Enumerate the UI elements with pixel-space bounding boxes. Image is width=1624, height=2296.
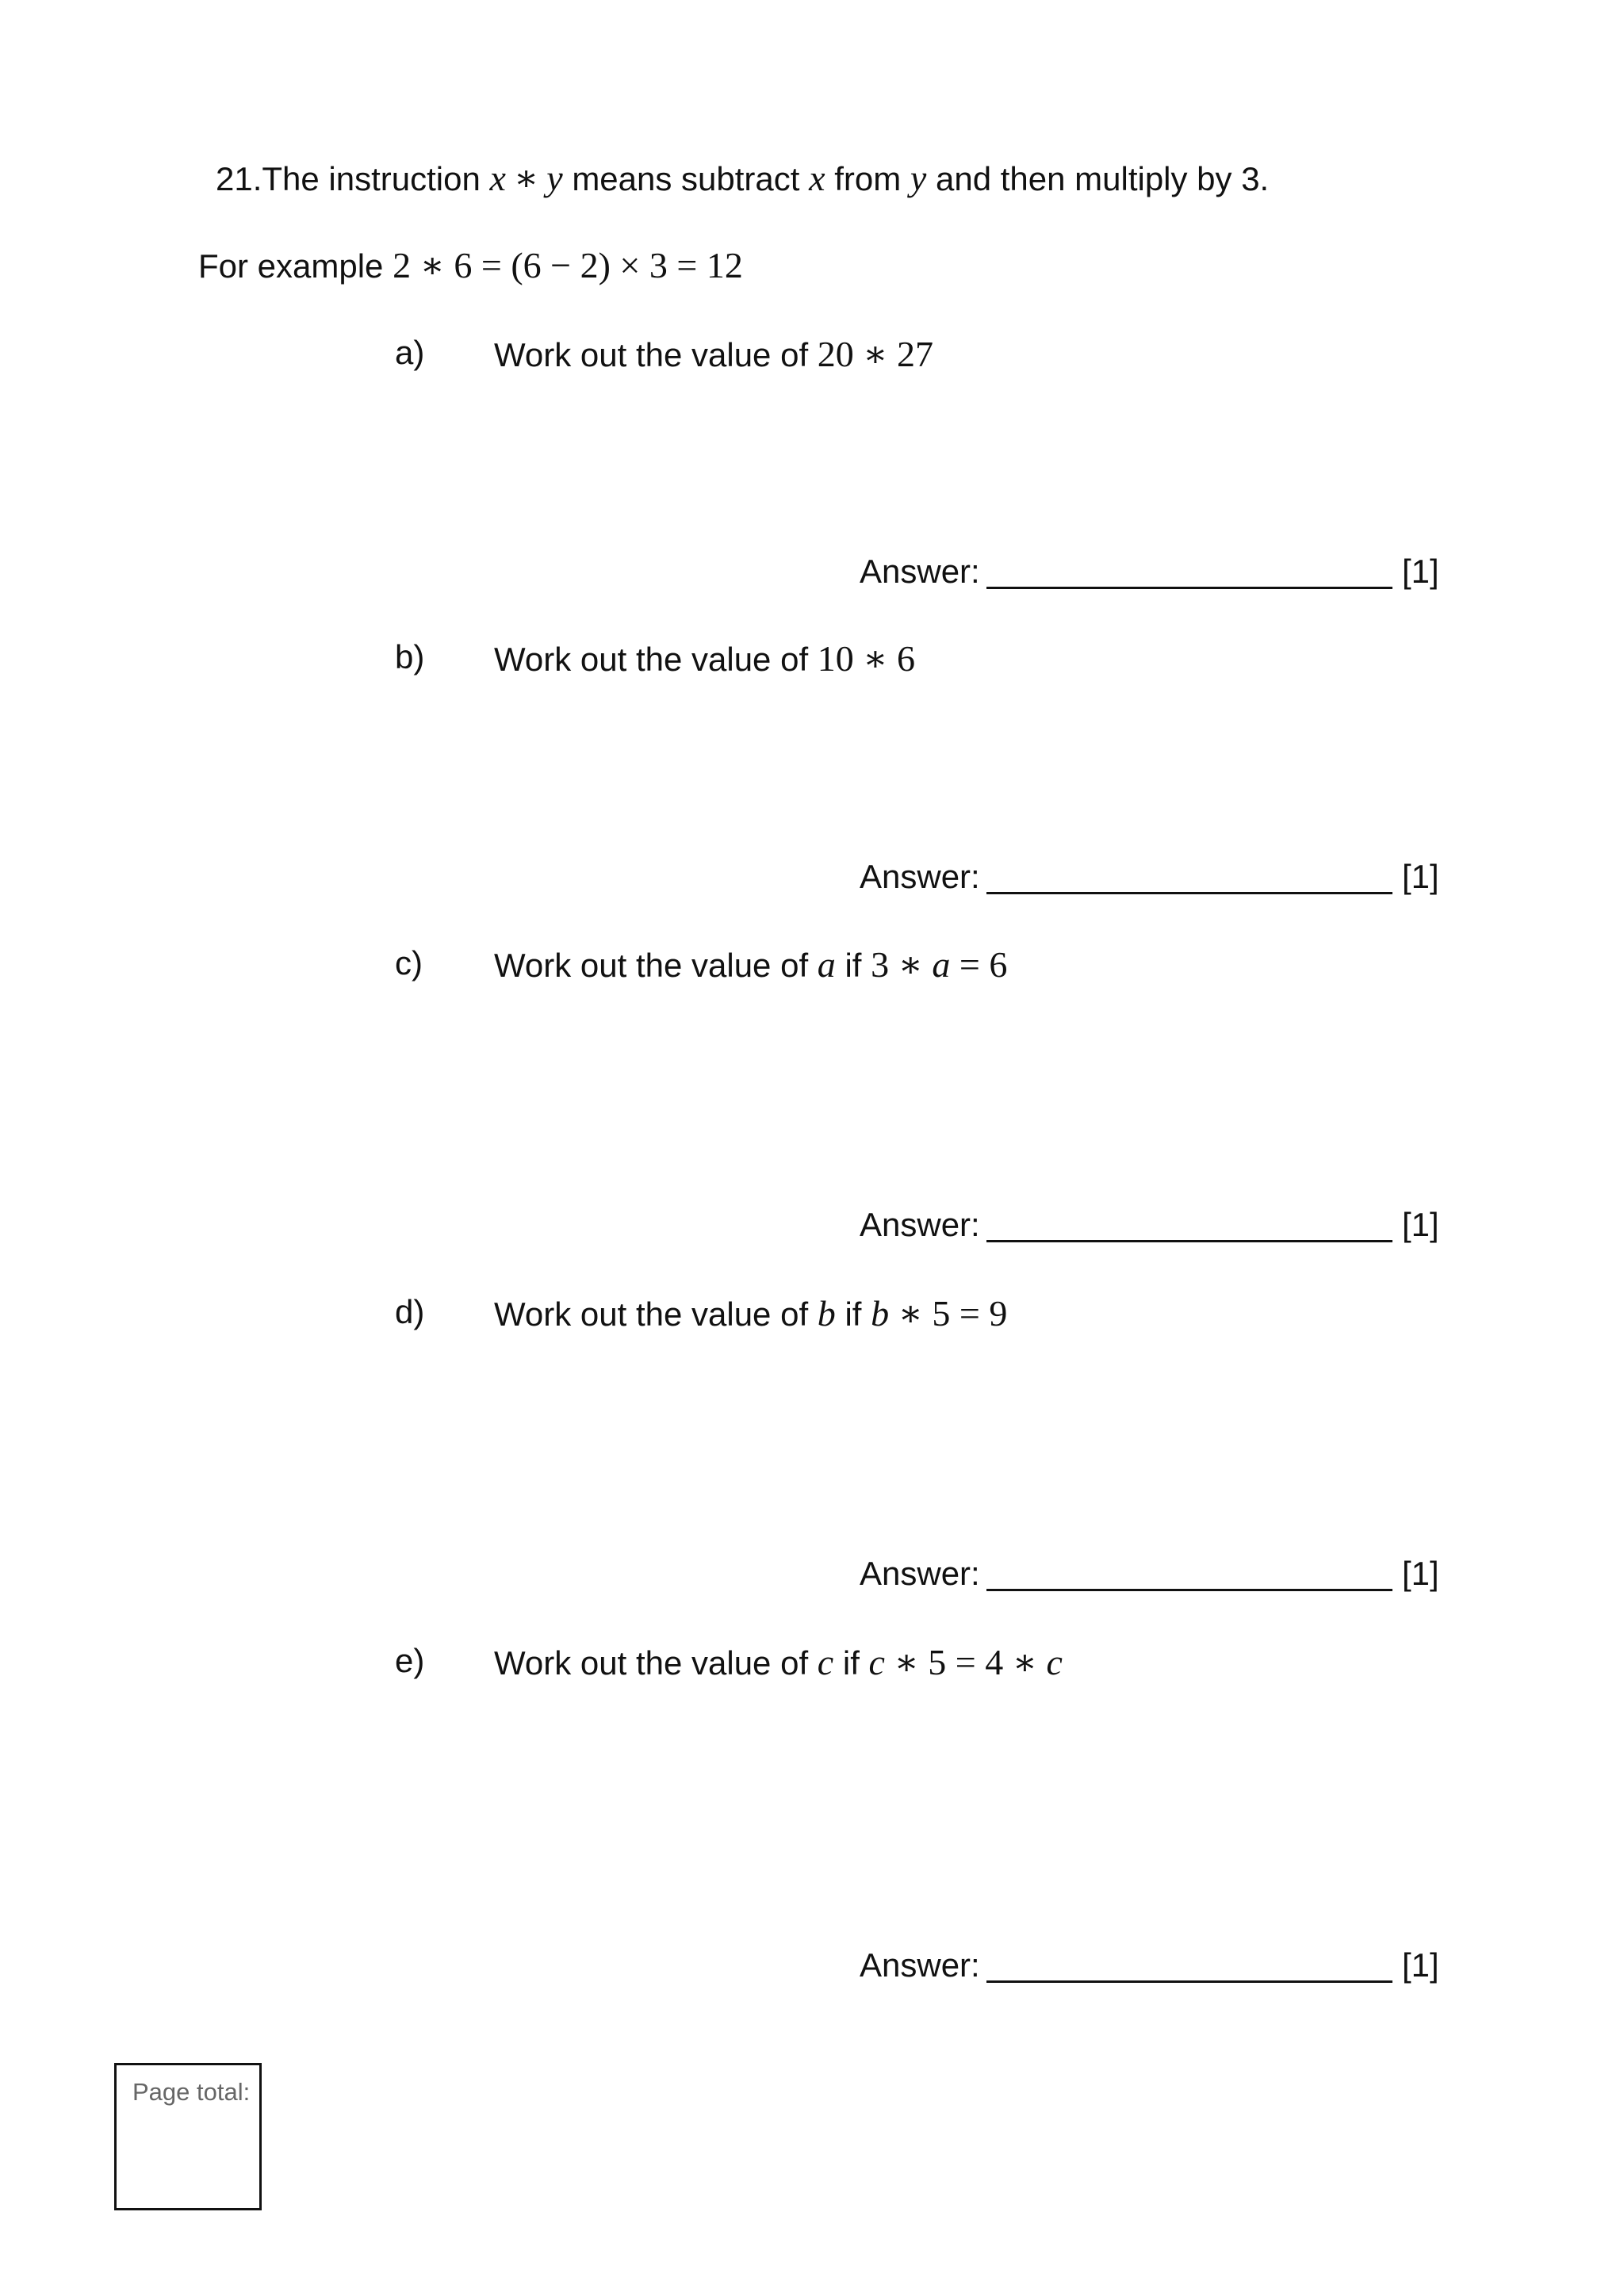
example-expression: 2 ∗ 6 = (6 − 2) × 3 = 12	[393, 245, 743, 285]
question-example	[198, 247, 743, 284]
part-c-answer-field[interactable]	[986, 1240, 1392, 1242]
part-b-marks: [1]	[1402, 858, 1439, 895]
part-a-answer-field[interactable]	[986, 587, 1392, 589]
intro-text-pre: The instruction	[262, 160, 481, 197]
part-e-answer-label: Answer:	[860, 1946, 980, 1984]
part-a-answer-label: Answer:	[860, 553, 980, 590]
intro-var-y: y	[910, 158, 927, 198]
part-c-question	[494, 944, 1008, 985]
part-d-label: d)	[395, 1293, 425, 1330]
part-d-if: if	[845, 1295, 862, 1333]
part-c-if: if	[845, 947, 862, 984]
intro-text-mid2: from	[834, 160, 902, 197]
part-e-if: if	[842, 1644, 860, 1682]
part-d-expression: b ∗ 5 = 9	[871, 1293, 1008, 1334]
question-intro	[216, 160, 1269, 197]
part-d-text: Work out the value of	[494, 1295, 809, 1333]
part-e-question	[494, 1644, 1063, 1681]
intro-expression: x ∗ y	[489, 158, 563, 198]
part-b-question	[494, 638, 916, 679]
part-a-expression: 20 ∗ 27	[817, 334, 934, 374]
part-e-variable: c	[817, 1642, 834, 1682]
intro-text-mid1: means subtract	[572, 160, 800, 197]
part-e-label: e)	[395, 1642, 425, 1679]
part-d-question	[494, 1295, 1007, 1332]
part-b-text: Work out the value of	[494, 641, 809, 678]
part-d-answer-label: Answer:	[860, 1555, 980, 1592]
part-b-label: b)	[395, 638, 425, 675]
part-e-expression: c ∗ 5 = 4 ∗ c	[868, 1642, 1063, 1682]
example-label: For example	[198, 247, 384, 285]
part-a-label: a)	[395, 334, 425, 371]
part-b-expression: 10 ∗ 6	[817, 638, 916, 679]
part-c-variable: a	[817, 944, 836, 985]
page-total-label: Page total:	[132, 2078, 251, 2106]
part-b-answer-label: Answer:	[860, 858, 980, 895]
part-e-answer-field[interactable]	[986, 1980, 1392, 1983]
intro-var-x: x	[809, 158, 825, 198]
part-a-marks: [1]	[1402, 553, 1439, 590]
part-d-answer-field[interactable]	[986, 1589, 1392, 1591]
part-d-marks: [1]	[1402, 1555, 1439, 1592]
part-e-text: Work out the value of	[494, 1644, 809, 1682]
intro-text-post: and then multiply by 3.	[935, 160, 1270, 197]
part-b-answer-field[interactable]	[986, 892, 1392, 894]
part-c-label: c)	[395, 944, 423, 982]
part-c-expression: 3 ∗ a = 6	[871, 944, 1008, 985]
part-a-text: Work out the value of	[494, 336, 809, 373]
page-total-box[interactable]	[114, 2063, 262, 2210]
part-c-marks: [1]	[1402, 1206, 1439, 1243]
part-c-answer-label: Answer:	[860, 1206, 980, 1243]
part-d-variable: b	[817, 1293, 836, 1334]
part-c-text: Work out the value of	[494, 947, 809, 984]
part-e-marks: [1]	[1402, 1946, 1439, 1984]
question-number: 21.	[216, 160, 262, 197]
part-a-question	[494, 336, 933, 373]
